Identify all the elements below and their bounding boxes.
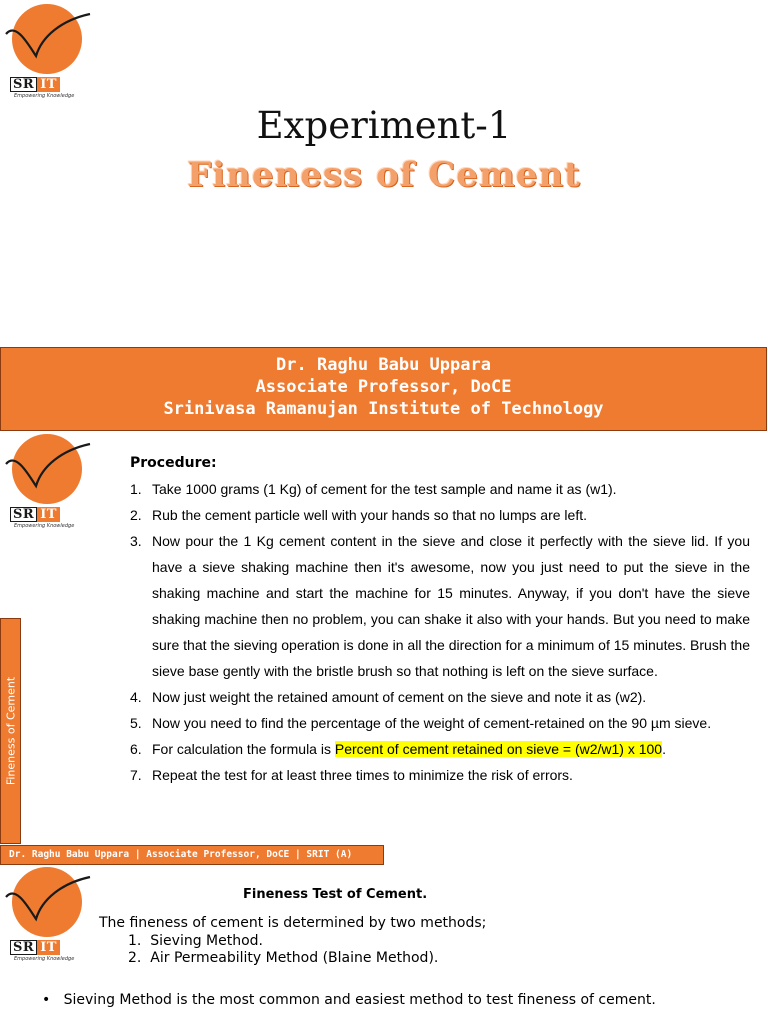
section-intro: The fineness of cement is determined by two methods; [99, 915, 487, 931]
list-item: 5. Now you need to find the percentage of the weight of cement-retained on the 90 µm sieve. [130, 715, 712, 731]
logo-wordmark: SR IT [10, 507, 60, 521]
slide-footer [0, 845, 384, 865]
logo-swoosh-icon [2, 6, 92, 66]
srit-logo [2, 4, 92, 99]
list-item: 6. For calculation the formula is Percent of cement retained on sieve = (w2/w1) x 100. [130, 741, 666, 757]
experiment-subtitle: Fineness of Cement [187, 155, 581, 195]
section-title: Fineness Test of Cement. [243, 887, 428, 902]
srit-logo [2, 434, 92, 529]
logo-wordmark: SR IT [10, 77, 60, 91]
side-tab [0, 618, 21, 844]
procedure-list [130, 476, 750, 788]
bullet-icon: • [42, 992, 51, 1008]
logo-tagline: Empowering Knowledge [14, 523, 75, 529]
logo-swoosh-icon [2, 436, 92, 496]
highlighted-formula: Percent of cement retained on sieve = (w2/w1) x 100 [334, 741, 663, 757]
list-item: 4. Now just weight the retained amount of cement on the sieve and note it as (w2). [130, 689, 647, 705]
logo-swoosh-icon [2, 869, 92, 929]
list-item: 1. Take 1000 grams (1 Kg) of cement for the test sample and name it as (w1). [130, 481, 617, 497]
author-banner [0, 347, 767, 431]
list-item: 2. Air Permeability Method (Blaine Method). [128, 950, 439, 966]
logo-tagline: Empowering Knowledge [14, 956, 75, 962]
srit-logo [2, 867, 92, 962]
list-item: 7. Repeat the test for at least three times to minimize the risk of errors. [130, 767, 573, 783]
author-name: Dr. Raghu Babu Uppara [276, 355, 491, 375]
footer-text: Dr. Raghu Babu Uppara | Associate Professor, DoCE | SRIT (A) [9, 849, 353, 860]
logo-wordmark: SR IT [10, 940, 60, 954]
side-tab-label: Fineness of Cement [4, 676, 17, 786]
bullet-point: • Sieving Method is the most common and easiest method to test fineness of cement. [42, 992, 656, 1008]
methods-list [128, 933, 438, 967]
list-item: 1. Sieving Method. [128, 933, 263, 949]
list-item: 2. Rub the cement particle well with your hands so that no lumps are left. [130, 507, 587, 523]
logo-tagline: Empowering Knowledge [14, 93, 75, 99]
author-institute: Srinivasa Ramanujan Institute of Technology [163, 399, 604, 419]
list-item: 3. Now pour the 1 Kg cement content in the sieve and close it perfectly with the sieve lid. If you have a sieve shaking machine then it's awesome, now you just need to put the sieve in the shaking machine and start the machine for 15 minutes. Anyway, if you don't have the sieve shaking machine then no problem, you can shake it also with your hands. But you need to make sure that the sieving operation is done in all the direction for a minimum of 15 minutes. Brush the sieve base gently with the bristle brush so that nothing is left on the sieve surface. [130, 533, 750, 679]
procedure-heading: Procedure: [130, 455, 217, 471]
experiment-title: Experiment-1 [256, 104, 512, 147]
author-position: Associate Professor, DoCE [255, 377, 512, 397]
